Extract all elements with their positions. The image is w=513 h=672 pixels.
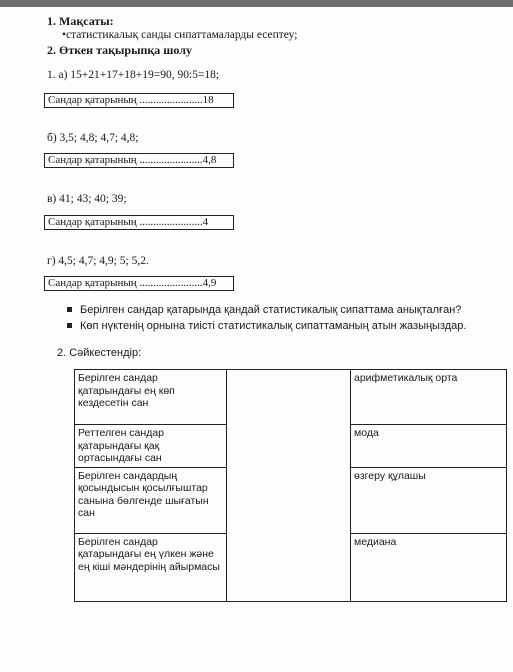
exercise-c-answer-box: Сандар қатарының .......................4	[44, 215, 234, 230]
definition-cell: Берілген сандар қатарындағы ең көп кездесетін сан	[75, 370, 227, 425]
matching-blank-column[interactable]	[227, 370, 351, 602]
window-top-bar	[0, 0, 513, 7]
question-item: Берілген сандар қатарында қандай статистикалық сипаттама анықталған?	[67, 304, 461, 316]
table-row	[75, 370, 507, 425]
exercise-d-prompt: г) 4,5; 4,7; 4,9; 5; 5,2.	[47, 255, 149, 267]
matching-table	[74, 369, 507, 602]
exercise-c-prompt: в) 41; 43; 40; 39;	[47, 193, 127, 205]
question-item: Көп нүктенің орнына тиісті статистикалық сипаттаманың атын жазыңыздар.	[67, 320, 466, 332]
exercise-a-prompt: 1. а) 15+21+17+18+19=90, 90:5=18;	[47, 69, 220, 81]
definition-cell: Реттелген сандар қатарындағы қақ ортасындағы сан	[75, 425, 227, 468]
exercise-d-answer-box: Сандар қатарының .......................4,9	[44, 276, 234, 291]
goal-bullet: •статистикалық санды сипаттамаларды есептеу;	[62, 29, 298, 41]
definition-cell: Берілген сандардың қосындысын қосылғыштар санына бөлгенде шығатын сан	[75, 467, 227, 533]
exercise-a-answer-box: Сандар қатарының .......................18	[44, 93, 234, 108]
term-cell: өзгеру құлашы	[351, 467, 507, 533]
term-cell: медиана	[351, 533, 507, 601]
term-cell: мода	[351, 425, 507, 468]
term-cell: арифметикалық орта	[351, 370, 507, 425]
review-title: 2. Өткен тақырыпқа шолу	[47, 43, 192, 57]
exercise-b-prompt: б) 3,5; 4,8; 4,7; 4,8;	[47, 132, 139, 144]
goal-title: 1. Мақсаты:	[47, 14, 114, 28]
exercise-b-answer-box: Сандар қатарының .......................4,8	[44, 153, 234, 168]
square-bullet-icon	[67, 307, 72, 312]
square-bullet-icon	[67, 323, 72, 328]
definition-cell: Берілген сандар қатарындағы ең үлкен және ең кіші мәндерінің айырмасы	[75, 533, 227, 601]
matching-title: 2. Сәйкестендір:	[57, 347, 142, 359]
